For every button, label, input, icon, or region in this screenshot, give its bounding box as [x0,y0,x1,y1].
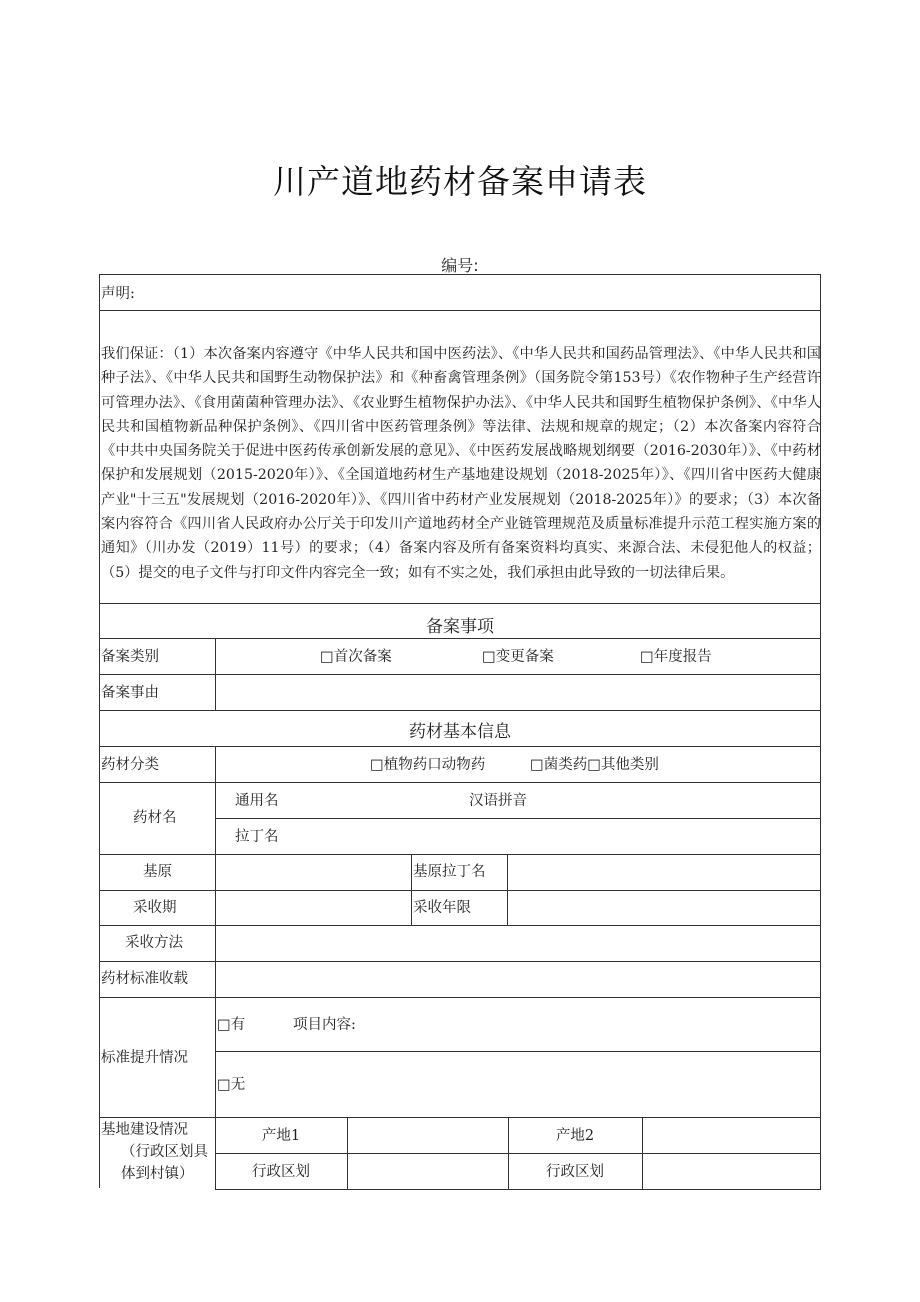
label-column-divider [215,638,216,710]
district-1-field[interactable] [349,1155,507,1188]
basic-info-section-title: 药材基本信息 [409,722,511,742]
project-content-label: 项目内容: [293,1017,356,1033]
district-2-field[interactable] [644,1155,819,1188]
change-filing-checkbox[interactable]: □变更备案 [482,649,554,665]
row-divider [99,674,821,675]
base-construction-label-2: （行政区划具 [121,1144,208,1160]
harvest-period-field[interactable] [217,892,409,924]
table-bottom-border [215,1189,821,1190]
origin-field[interactable] [217,856,409,889]
table-top-border [99,274,821,275]
row-divider [99,603,821,604]
filing-reason-field[interactable] [217,676,819,709]
common-name-label: 通用名 [235,793,279,809]
origin-latin-label: 基原拉丁名 [413,864,486,880]
row-divider [99,961,821,962]
district-2-label: 行政区划 [546,1164,604,1180]
category-label: 药材分类 [101,757,159,773]
latin-name-label: 拉丁名 [235,829,279,845]
origin-latin-field[interactable] [509,856,819,889]
row-divider [215,1051,821,1052]
row-divider [99,925,821,926]
place-2-field[interactable] [644,1119,819,1152]
pinyin-label: 汉语拼音 [469,793,527,809]
district-1-label: 行政区划 [252,1164,310,1180]
standard-field[interactable] [217,963,819,996]
annual-report-checkbox[interactable]: □年度报告 [640,649,712,665]
place-1-field[interactable] [349,1119,507,1152]
serial-number-label: 编号: [441,256,479,275]
no-improvement-checkbox[interactable]: □无 [217,1077,246,1093]
fungi-other-checkbox[interactable]: □菌类药□其他类别 [530,757,659,773]
has-improvement-checkbox[interactable]: □有 [217,1017,246,1033]
harvest-method-label: 采收方法 [125,935,183,951]
base-construction-label-3: 体到村镇） [121,1166,194,1182]
plant-animal-checkbox[interactable]: □植物药口动物药 [370,757,486,773]
label-column-divider [215,746,216,1189]
column-divider [347,1117,348,1189]
column-divider [642,1117,643,1189]
row-divider [99,997,821,998]
medicine-name-label: 药材名 [133,810,177,826]
row-divider [99,890,821,891]
row-divider [99,1117,821,1118]
harvest-years-field[interactable] [509,892,819,924]
row-divider [99,854,821,855]
origin-label: 基原 [143,864,172,880]
harvest-method-field[interactable] [217,927,819,960]
row-divider [99,782,821,783]
harvest-years-label: 采收年限 [413,900,471,916]
place-1-label: 产地1 [261,1128,301,1144]
base-construction-label: 基地建设情况 [101,1122,188,1138]
place-2-label: 产地2 [555,1128,595,1144]
first-filing-checkbox[interactable]: □首次备案 [320,649,392,665]
declaration-label: 声明: [101,286,135,302]
harvest-period-label: 采收期 [133,900,177,916]
column-divider [507,854,508,925]
row-divider [99,710,821,711]
filing-reason-label: 备案事由 [101,685,159,701]
row-divider [99,638,821,639]
row-divider [99,746,821,747]
pledge-text: 我们保证：（1）本次备案内容遵守《中华人民共和国中医药法》、《中华人民共和国药品管理法》、《中华人民共和国种子法》、《中华人民共和国野生动物保护法》和《种畜禽管理条例》（国务院令第153号）《农作物种子生产经营许可管理办法》、《食用菌菌种管理办法》、《农业野生植物保护办法》、《中华人民共和国野生植物保护条例》、《中华人民共和国植物新品种保护条例》、《四川省中医药管理条例》等法律、法规和规章的规定；（2）本次备案内容符合《中共中央国务院关于促进中医药传承创新发展的意见》、《中医药发展战略规划纲要（2016-2030年）》、《中药材保护和发展规划（2015-2020年）》、《全国道地药材生产基地建设规划（2018-2025年）》、《四川省中医药大健康产业"十三五"发展规划（2016-2020年）》、《四川省中药材产业发展规划（2018-2025年）》的要求；（3）本次备案内容符合《四川省人民政府办公厅关于印发川产道地药材全产业链管理规范及质量标准提升示范工程实施方案的通知》（川办发（2019）11号）的要求；（4）备案内容及所有备案资料均真实、来源合法、未侵犯他人的权益；（5）提交的电子文件与打印文件内容完全一致；如有不实之处，我们承担由此导致的一切法律后果。 [101,346,821,581]
improvement-label: 标准提升情况 [101,1050,188,1066]
page-title: 川产道地药材备案申请表 [273,162,647,201]
row-divider [215,818,821,819]
row-divider [99,310,821,311]
filing-type-label: 备案类别 [101,649,159,665]
column-divider [411,854,412,925]
filing-section-title: 备案事项 [426,617,494,637]
row-divider [215,1153,821,1154]
standard-label: 药材标准收载 [101,971,188,987]
